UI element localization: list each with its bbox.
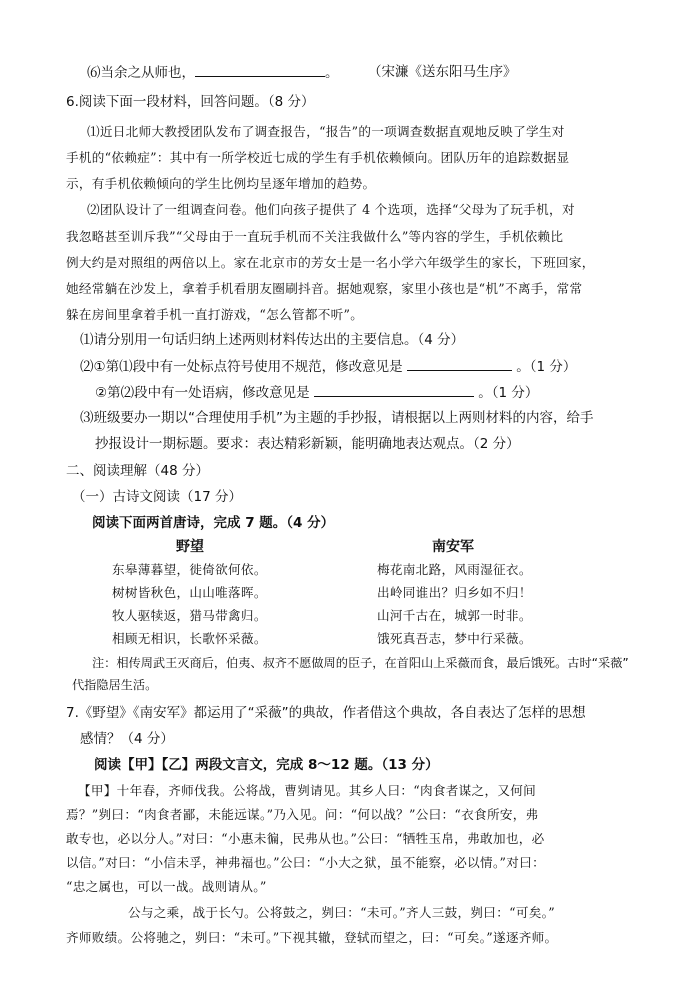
poem-line: 东皋薄暮望，徙倚欲何依。 <box>112 562 267 577</box>
question-text: ⑵①第⑴段中有一处标点符号使用不规范，修改意见是 <box>80 359 403 375</box>
material-paragraph-2: 我忽略甚至训斥我”“父母由于一直玩手机而不关注我做什么”等内容的学生，手机依赖比 <box>66 229 564 244</box>
reading-instruction: 阅读【甲】【乙】两段文言文，完成 8～12 题。（13 分） <box>94 757 439 773</box>
poem-line: 相顾无相识，长歌怀采薇。 <box>112 631 267 646</box>
sub-question-2-2 <box>95 382 538 403</box>
question-6-heading: 6.阅读下面一段材料，回答问题。（8 分） <box>66 94 315 110</box>
poem-annotation: 代指隐居生活。 <box>72 678 158 692</box>
classical-text-line: “忠之属也，可以一战。战则请从。” <box>66 879 267 894</box>
classical-text-line: 以信。”对曰：“小信未孚，神弗福也。”公曰：“小大之狱，虽不能察，必以情。”对曰： <box>66 855 545 870</box>
answer-blank[interactable] <box>314 382 474 397</box>
poem-line: 树树皆秋色，山山唯落晖。 <box>112 585 267 600</box>
poem-title-yewang: 野望 <box>176 539 204 555</box>
source-citation: （宋濂《送东阳马生序》 <box>368 64 517 80</box>
sub-question-3: 抄报设计一期标题。要求：表达精彩新颖，能明确地表达观点。（2 分） <box>95 436 520 452</box>
material-paragraph-1: ⑴近日北师大教授团队发布了调查报告，“报告”的一项调查数据直观地反映了学生对 <box>87 124 565 139</box>
poem-line: 出岭同谁出？归乡如不归！ <box>377 585 532 600</box>
question-text: ②第⑵段中有一处语病，修改意见是 <box>95 385 310 401</box>
poem-line: 山河千古在，城郭一时非。 <box>377 608 532 623</box>
section-heading: 二、阅读理解（48 分） <box>66 463 209 479</box>
question-text: 。 <box>325 65 339 81</box>
classical-text-line: 齐师败绩。公将驰之，刿曰：“未可。”下视其辙，登轼而望之，曰：“可矣。”遂逐齐师。 <box>66 930 558 945</box>
poem-title-nananjun: 南安军 <box>432 539 474 555</box>
material-paragraph-2: 例大约是对照组的两倍以上。家在北京市的芳女士是一名小学六年级学生的家长，下班回家， <box>66 255 595 270</box>
question-text: 。（1 分） <box>478 385 539 401</box>
answer-blank[interactable] <box>195 62 325 77</box>
classical-text-line: 【甲】十年春，齐师伐我。公将战，曹刿请见。其乡人曰：“肉食者谋之，又何间 <box>78 783 537 798</box>
material-paragraph-2: 躲在房间里拿着手机一直打游戏，“怎么管都不听”。 <box>66 307 364 322</box>
material-paragraph-1: 示，有手机依赖倾向的学生比例均呈逐年增加的趋势。 <box>66 176 376 191</box>
classical-text-line: 敢专也，必以分人。”对曰：“小惠未徧，民弗从也。”公曰：“牺牲玉帛，弗敢加也，必 <box>66 831 545 846</box>
material-paragraph-1: 手机的“依赖症”：其中有一所学校近七成的学生有手机依赖倾向。团队历年的追踪数据显 <box>66 150 570 165</box>
poem-line: 牧人驱犊返，猎马带禽归。 <box>112 608 267 623</box>
question-text: 。（1 分） <box>516 359 577 375</box>
question-text: ⑹当余之从师也， <box>87 65 195 81</box>
fill-in-line-6 <box>87 62 339 83</box>
subsection-heading: （一）古诗文阅读（17 分） <box>72 489 242 505</box>
question-7: 感情？（4 分） <box>80 731 174 747</box>
sub-question-2-1 <box>80 356 576 377</box>
answer-blank[interactable] <box>407 356 512 371</box>
reading-instruction: 阅读下面两首唐诗，完成 7 题。（4 分） <box>92 515 335 531</box>
question-7: 7.《野望》《南安军》都运用了“采薇”的典故，作者借这个典故，各自表达了怎样的思想 <box>66 705 586 721</box>
poem-line: 饿死真吾志，梦中行采薇。 <box>377 631 532 646</box>
classical-text-line: 焉？”刿曰：“肉食者鄙，未能远谋。”乃入见。问：“何以战？”公曰：“衣食所安，弗 <box>66 807 539 822</box>
material-paragraph-2: 她经常躺在沙发上，拿着手机看朋友圈刷抖音。据她观察，家里小孩也是“机”不离手，常常 <box>66 281 583 296</box>
poem-annotation: 注：相传周武王灭商后，伯夷、叔齐不愿做周的臣子，在首阳山上采薇而食，最后饿死。古时“采薇” <box>92 656 629 670</box>
sub-question-3: ⑶班级要办一期以“合理使用手机”为主题的手抄报，请根据以上两则材料的内容，给手 <box>80 410 594 426</box>
material-paragraph-2: ⑵团队设计了一组调查问卷。他们向孩子提供了 4 个选项，选择“父母为了玩手机，对 <box>87 202 575 217</box>
poem-line: 梅花南北路，风雨湿征衣。 <box>377 562 532 577</box>
classical-text-line: 公与之乘，战于长勺。公将鼓之，刿曰：“未可。”齐人三鼓，刿曰：“可矣。” <box>128 905 555 920</box>
sub-question-1: ⑴请分别用一句话归纳上述两则材料传达出的主要信息。（4 分） <box>80 332 465 348</box>
